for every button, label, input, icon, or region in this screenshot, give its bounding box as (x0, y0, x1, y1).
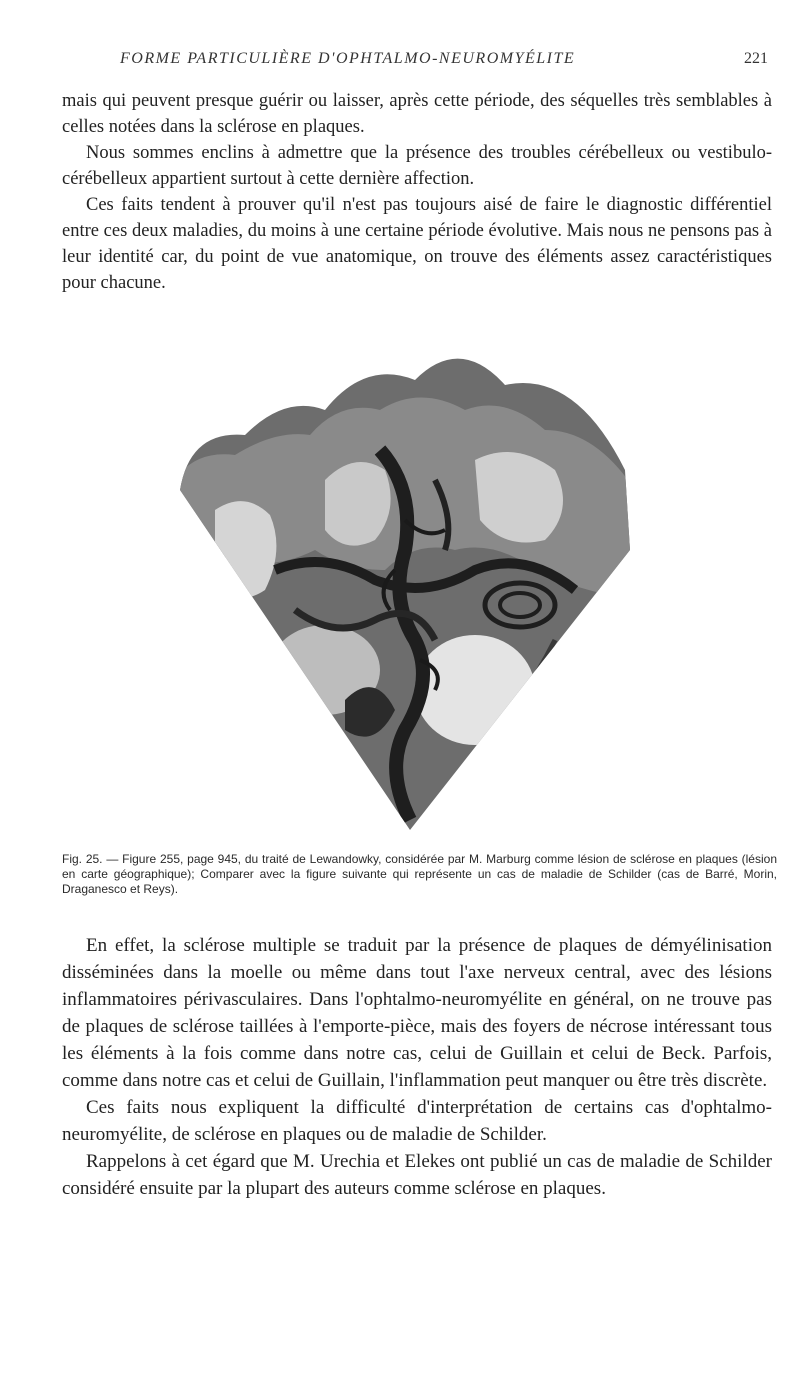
brain-section-image (175, 340, 635, 830)
paragraph: Rappelons à cet égard que M. Urechia et Elekes ont publié un cas de maladie de Schilder considéré ensuite par la plupart des auteurs comme sclérose en plaques. (62, 1151, 772, 1199)
page-number: 221 (744, 50, 768, 67)
brain-section-figure (175, 340, 635, 830)
paragraph: Ces faits nous expliquent la difficulté d'interprétation de certains cas d'ophtalmo-neuromyélite, de sclérose en plaques ou de maladie de Schilder. (62, 1097, 772, 1145)
paragraph: Nous sommes enclins à admettre que la présence des troubles cérébelleux ou vestibulo-cérébelleux appartient surtout à cette dernière affection. (62, 143, 772, 189)
body-text-bottom (62, 932, 772, 1202)
figure-caption: Fig. 25. — Figure 255, page 945, du traité de Lewandowky, considérée par M. Marburg comme lésion de sclérose en plaques (lésion en carte géographique); Comparer avec la figure suivante qui représente un cas de maladie de Schilder (cas de Barré, Morin, Draganesco et Reys). (62, 852, 777, 896)
body-text-top (62, 88, 772, 296)
paragraph: Ces faits tendent à prouver qu'il n'est pas toujours aisé de faire le diagnostic différentiel entre ces deux maladies, du moins à une certaine période évolutive. Mais nous ne pensons pas à leur identité car, du point de vue anatomique, on trouve des éléments assez caractéristiques pour chacune. (62, 195, 772, 293)
paragraph: En effet, la sclérose multiple se traduit par la présence de plaques de démyélinisation disséminées dans la moelle ou même dans tout l'axe nerveux central, avec des lésions inflammatoires périvasculaires. Dans l'ophtalmo-neuromyélite en général, on ne trouve pas de plaques de sclérose taillées à l'emporte-pièce, mais des foyers de nécrose intéressant tous les éléments à la fois comme dans notre cas, celui de Guillain et celui de Beck. Parfois, comme dans notre cas et celui de Guillain, l'inflammation peut manquer ou être très discrète. (62, 935, 772, 1091)
page-header (110, 50, 770, 74)
paragraph: mais qui peuvent presque guérir ou laisser, après cette période, des séquelles très semblables à celles notées dans la sclérose en plaques. (62, 91, 772, 137)
running-title: FORME PARTICULIÈRE D'OPHTALMO-NEUROMYÉLITE (120, 50, 576, 67)
